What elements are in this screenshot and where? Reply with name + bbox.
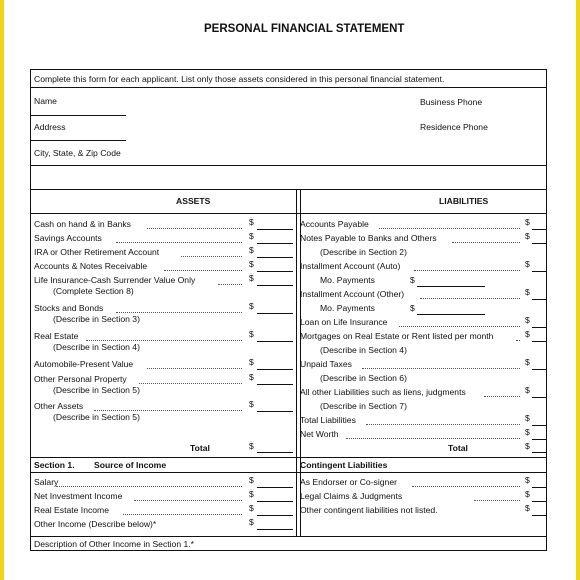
asset-amount-field[interactable] <box>257 384 293 385</box>
leader-dots <box>218 284 242 285</box>
asset-amount-field[interactable] <box>257 229 293 230</box>
currency-sign: $ <box>249 357 254 367</box>
leader-dots <box>181 256 242 257</box>
asset-amount-field[interactable] <box>257 243 293 244</box>
currency-sign: $ <box>249 489 254 499</box>
name-label: Name <box>34 96 57 106</box>
liability-amount-field[interactable] <box>532 271 546 272</box>
leader-dots <box>86 340 242 341</box>
liability-label: (Describe in Section 7) <box>320 401 407 411</box>
liabilities-header: LIABILITIES <box>439 196 489 206</box>
asset-label: Real Estate <box>34 331 79 341</box>
leader-dots <box>164 270 242 271</box>
liability-amount-field[interactable] <box>532 229 546 230</box>
currency-sign: $ <box>525 231 530 241</box>
currency-sign: $ <box>525 427 530 437</box>
liability-label: Loan on Life Insurance <box>300 317 388 327</box>
asset-amount-field[interactable] <box>257 285 293 286</box>
leader-dots <box>412 486 520 487</box>
asset-label: (Describe in Section 4) <box>53 342 140 352</box>
divider <box>30 213 547 214</box>
asset-label: (Complete Section 8) <box>53 286 134 296</box>
currency-sign: $ <box>525 489 530 499</box>
assets-total-label: Total <box>190 443 210 453</box>
asset-label: Stocks and Bonds <box>34 303 104 313</box>
liabilities-total-label: Total <box>448 443 468 453</box>
liability-label: Mo. Payments <box>320 275 375 285</box>
liability-amount-field[interactable] <box>532 243 546 244</box>
currency-sign: $ <box>249 475 254 485</box>
income-amount-field[interactable] <box>257 487 293 488</box>
liability-label: Installment Account (Other) <box>300 289 405 299</box>
asset-label: (Describe in Section 5) <box>53 385 140 395</box>
divider <box>30 536 547 537</box>
liability-label: All other Liabilities such as liens, judgments <box>300 387 466 397</box>
currency-sign: $ <box>249 217 254 227</box>
liability-label: (Describe in Section 4) <box>320 345 407 355</box>
income-amount-field[interactable] <box>257 529 293 530</box>
asset-label: (Describe in Section 5) <box>53 412 140 422</box>
monthly-payment-field[interactable] <box>417 286 485 287</box>
liability-label: Installment Account (Auto) <box>300 261 401 271</box>
contingent-label: As Endorser or Co-signer <box>300 477 397 487</box>
asset-label: Other Personal Property <box>34 374 127 384</box>
contingent-label: Legal Claims & Judgments <box>300 491 403 501</box>
leader-dots <box>116 312 242 313</box>
asset-label: Automobile-Present Value <box>34 359 134 369</box>
column-divider <box>296 472 297 536</box>
asset-amount-field[interactable] <box>257 271 293 272</box>
city-label: City, State, & Zip Code <box>34 148 121 158</box>
currency-sign: $ <box>249 441 254 451</box>
divider <box>30 457 547 458</box>
contingent-amount-field[interactable] <box>532 515 546 516</box>
business-phone-label: Business Phone <box>420 97 483 107</box>
leader-dots <box>123 514 242 515</box>
currency-sign: $ <box>249 273 254 283</box>
currency-sign: $ <box>525 385 530 395</box>
divider <box>30 189 547 190</box>
income-label: Other Income (Describe below)* <box>34 519 157 529</box>
currency-sign: $ <box>249 301 254 311</box>
leader-dots <box>147 228 242 229</box>
liability-amount-field[interactable] <box>532 425 546 426</box>
liability-amount-field[interactable] <box>532 341 546 342</box>
liability-amount-field[interactable] <box>532 327 546 328</box>
currency-sign: $ <box>410 303 415 313</box>
leader-dots <box>420 298 520 299</box>
address-field[interactable] <box>30 140 126 141</box>
leader-dots <box>399 326 520 327</box>
leader-dots <box>366 424 520 425</box>
currency-sign: $ <box>525 503 530 513</box>
currency-sign: $ <box>525 413 530 423</box>
liability-label: Net Worth <box>300 429 339 439</box>
contingent-title: Contingent Liabilities <box>300 460 388 470</box>
currency-sign: $ <box>525 329 530 339</box>
asset-label: Accounts & Notes Receivable <box>34 261 148 271</box>
liability-label: Mo. Payments <box>320 303 375 313</box>
asset-label: (Describe in Section 3) <box>53 314 140 324</box>
leader-dots <box>379 228 520 229</box>
currency-sign: $ <box>249 399 254 409</box>
leader-dots <box>484 396 520 397</box>
leader-dots <box>362 368 520 369</box>
asset-amount-field[interactable] <box>257 341 293 342</box>
liability-amount-field[interactable] <box>532 299 546 300</box>
section1-number: Section 1. <box>34 460 75 470</box>
contingent-label: Other contingent liabilities not listed. <box>300 505 438 515</box>
currency-sign: $ <box>525 475 530 485</box>
asset-label: IRA or Other Retirement Account <box>34 247 160 257</box>
currency-sign: $ <box>249 517 254 527</box>
liability-amount-field[interactable] <box>532 369 546 370</box>
asset-label: Life Insurance-Cash Surrender Value Only <box>34 275 196 285</box>
liability-label: Unpaid Taxes <box>300 359 352 369</box>
currency-sign: $ <box>249 245 254 255</box>
leader-dots <box>346 438 520 439</box>
leader-dots <box>134 500 242 501</box>
asset-amount-field[interactable] <box>257 313 293 314</box>
liabilities-total-field[interactable] <box>532 452 546 453</box>
liability-label: Accounts Payable <box>300 219 369 229</box>
income-label: Salary <box>34 477 59 487</box>
liability-amount-field[interactable] <box>532 439 546 440</box>
liability-label: Mortgages on Real Estate or Rent listed per month <box>300 331 494 341</box>
asset-label: Savings Accounts <box>34 233 102 243</box>
income-label: Net Investment Income <box>34 491 123 501</box>
assets-total-field[interactable] <box>257 452 293 453</box>
leader-dots <box>116 242 242 243</box>
asset-amount-field[interactable] <box>257 369 293 370</box>
currency-sign: $ <box>249 329 254 339</box>
contingent-amount-field[interactable] <box>532 487 546 488</box>
leader-dots <box>452 242 520 243</box>
currency-sign: $ <box>249 372 254 382</box>
page-title: PERSONAL FINANCIAL STATEMENT <box>204 23 405 35</box>
liability-label: (Describe in Section 2) <box>320 247 407 257</box>
currency-sign: $ <box>525 315 530 325</box>
divider <box>30 472 547 473</box>
divider <box>30 87 547 88</box>
currency-sign: $ <box>525 441 530 451</box>
address-label: Address <box>34 122 66 132</box>
currency-sign: $ <box>525 259 530 269</box>
income-label: Real Estate Income <box>34 505 109 515</box>
liability-label: Total Liabilities <box>300 415 356 425</box>
contingent-amount-field[interactable] <box>532 501 546 502</box>
residence-phone-label: Residence Phone <box>420 122 488 132</box>
income-amount-field[interactable] <box>257 501 293 502</box>
form-page <box>4 0 576 580</box>
name-field[interactable] <box>30 115 126 116</box>
asset-label: Cash on hand & in Banks <box>34 219 131 229</box>
currency-sign: $ <box>525 217 530 227</box>
form-border <box>30 69 547 551</box>
currency-sign: $ <box>525 357 530 367</box>
leader-dots <box>139 383 242 384</box>
instructions-text: Complete this form for each applicant. List only those assets considered in this personal financial statement. <box>34 74 445 84</box>
asset-amount-field[interactable] <box>257 257 293 258</box>
section1-title: Source of Income <box>94 460 167 470</box>
liability-label: (Describe in Section 6) <box>320 373 407 383</box>
monthly-payment-field[interactable] <box>417 314 485 315</box>
description-label: Description of Other Income in Section 1.* <box>34 539 195 549</box>
column-divider <box>296 189 297 475</box>
divider <box>30 165 547 166</box>
asset-amount-field[interactable] <box>257 411 293 412</box>
leader-dots <box>516 340 520 341</box>
asset-label: Other Assets <box>34 401 84 411</box>
currency-sign: $ <box>410 275 415 285</box>
income-amount-field[interactable] <box>257 515 293 516</box>
leader-dots <box>474 500 520 501</box>
currency-sign: $ <box>249 231 254 241</box>
leader-dots <box>147 368 242 369</box>
liability-amount-field[interactable] <box>532 397 546 398</box>
assets-header: ASSETS <box>176 196 211 206</box>
leader-dots <box>94 410 242 411</box>
currency-sign: $ <box>249 259 254 269</box>
currency-sign: $ <box>525 287 530 297</box>
leader-dots <box>414 270 520 271</box>
leader-dots <box>56 486 242 487</box>
liability-label: Notes Payable to Banks and Others <box>300 233 437 243</box>
currency-sign: $ <box>249 503 254 513</box>
